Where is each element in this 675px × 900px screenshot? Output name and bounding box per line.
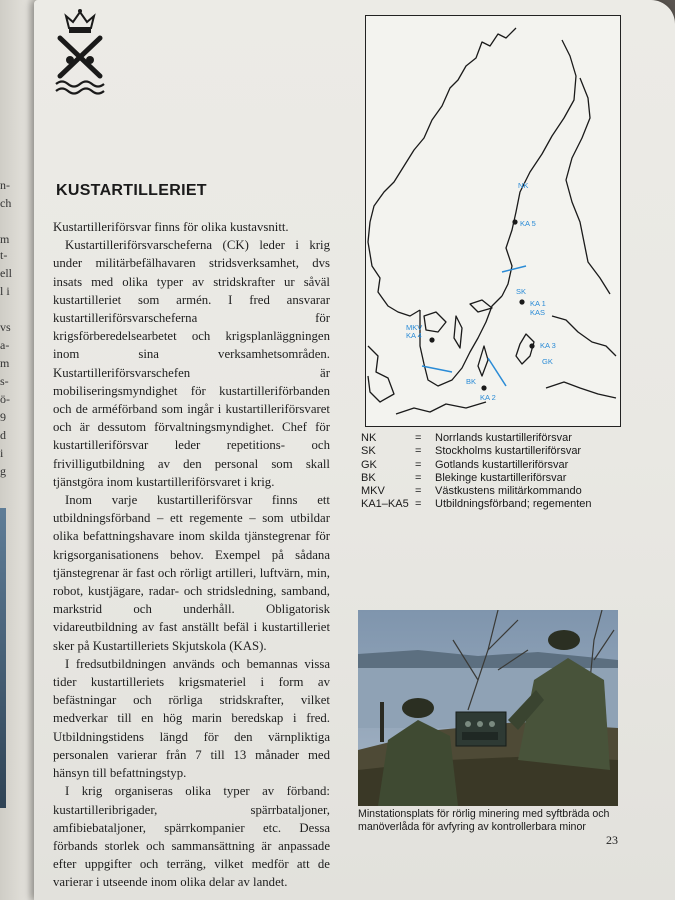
legend-code: NK — [361, 432, 377, 444]
map-label-ka1: KA 1 — [530, 299, 546, 308]
photo-caption: Minstationsplats för rörlig minering med syftbräda och manöverlåda för avfyring av kontrollerbara minor — [358, 808, 610, 833]
lake-vattern — [454, 316, 462, 348]
station-ka4 — [429, 337, 434, 342]
coastal-artillery-emblem-icon — [52, 8, 108, 100]
back-page-text: l i — [0, 284, 10, 298]
sweden-coastal-defence-map — [365, 15, 621, 427]
district-line — [488, 358, 506, 386]
legend-code: SK — [361, 445, 376, 458]
norway-coastline — [368, 28, 516, 316]
article-body — [53, 218, 330, 892]
back-page-text: t- — [0, 248, 8, 262]
district-line — [422, 366, 452, 372]
legend-description: Stockholms kustartilleriförsvar — [435, 445, 582, 458]
legend-description: Blekinge kustartilleriförsvar — [435, 471, 567, 484]
map-label-ka3: KA 3 — [540, 341, 556, 350]
back-page-text: d — [0, 428, 6, 442]
legend-equals: = — [415, 445, 422, 458]
article-title: KUSTARTILLERIET — [56, 182, 207, 199]
legend-code: MKV — [361, 485, 385, 498]
legend-equals: = — [415, 498, 422, 511]
back-page-text: s- — [0, 374, 9, 388]
legend-row — [361, 459, 631, 472]
back-page-text: 9 — [0, 410, 6, 424]
legend-description: Norrlands kustartilleriförsvar — [435, 432, 572, 444]
page-number: 23 — [606, 833, 618, 847]
map-legend — [361, 432, 631, 512]
article-paragraph: I krig organiseras olika typer av förband: kustartilleribrigader, spärrbataljoner, amfibiebataljoner, spärrkompanier etc. Dessa förbands storlek och sammansättning är anpassade efter uppgifter och terräng, vilket medför att de varierar i utseende inom olika delar av landet. — [53, 784, 330, 890]
bothnia-coastline — [502, 40, 576, 296]
map-label-sk: SK — [516, 287, 527, 296]
legend-row — [361, 432, 631, 445]
legend-description: Gotlands kustartilleriförsvar — [435, 458, 569, 471]
map-label-kas: KAS — [530, 308, 546, 317]
lake-vanern — [424, 312, 446, 332]
map-label-bk: BK — [466, 377, 477, 386]
legend-description: Utbildningsförband; regementen — [435, 498, 592, 511]
legend-code: GK — [361, 458, 377, 471]
legend-description: Västkustens militärkommando — [435, 485, 582, 498]
back-page-text: ch — [0, 196, 12, 210]
oland-outline — [478, 346, 488, 376]
back-page-text: a- — [0, 338, 10, 352]
station-sk-ka1 — [519, 299, 524, 304]
baltic-coastline — [546, 316, 616, 398]
map-label-ka2: KA 2 — [480, 393, 496, 402]
legend-row — [361, 498, 631, 511]
legend-code: KA1–KA5 — [361, 498, 409, 511]
station-bk-ka2 — [481, 385, 486, 390]
legend-equals: = — [415, 471, 422, 484]
legend-row — [361, 445, 631, 458]
station-ka3 — [529, 343, 534, 348]
denmark-outline — [368, 346, 394, 402]
article-paragraph: Inom varje kustartilleriförsvar finns ett utbildningsförband – ett regemente – som utbildar olika befattningshavare inom skilda tjänstegrenar för krigsorganisationens behov. Exempel på sådana tjänstegrenar är fast och rörligt artilleri, luftvärn, min, robot, kustjägare, radar- och stridsledning, samband, markstrid och underhåll. Obligatorisk vidareutbildning av fast anställt befäl i kustartilleriet sker på Kustartilleriets Skjutskola (KAS). — [53, 493, 330, 653]
gotland-outline — [516, 334, 534, 364]
map-label-mkv: MKV — [406, 323, 423, 332]
map-label-ka5: KA 5 — [520, 219, 536, 228]
station-ka5 — [512, 219, 517, 224]
legend-code: BK — [361, 471, 376, 484]
germany-coastline — [396, 402, 486, 414]
legend-equals: = — [415, 458, 422, 471]
map-label-gk: GK — [542, 357, 553, 366]
legend-row — [361, 485, 631, 498]
back-page-text: m — [0, 232, 10, 246]
legend-equals: = — [415, 485, 422, 498]
article-paragraph: Kustartilleriförsvar finns för olika kustavsnitt. — [53, 220, 289, 234]
legend-row — [361, 472, 631, 485]
back-page-text: g — [0, 464, 6, 478]
map-label-nk: NK — [518, 181, 529, 190]
back-page-text: vs — [0, 320, 11, 334]
back-page-photo-edge — [0, 508, 6, 808]
back-page-text: ö- — [0, 392, 10, 406]
back-page-text: m — [0, 356, 10, 370]
lake-malaren — [470, 300, 492, 312]
map-label-ka4: KA 4 — [406, 331, 422, 340]
mine-station-photo — [358, 610, 618, 806]
finland-coastline — [566, 78, 610, 294]
back-page-text: ell — [0, 266, 12, 280]
district-line — [502, 266, 526, 272]
back-page-text: i — [0, 446, 4, 460]
article-paragraph: Kustartilleriförsvarscheferna (CK) leder i krig under militärbefälhavaren stridsverksamhet, dvs insats med olika typer av stridskrafter ur såväl kustartilleriet som armén. I fred ansvarar kustartilleriförsvarscheferna för krigsförberedelsearbetet och krigsplanläggningen inom sina verksamhetsområden. Kustartilleriförsvarschefen är mobiliseringsmyndighet för kustartilleriförbanden och de arméförband som ingår i kustartilleriförsvaret och är dessutom förvaltningsmyndighet. Chef för kustartilleriförsvar leder repetitions- och frivilligutbildning av den personal som skall tjänstgöra inom kustartilleriförsvaret i krig. — [53, 238, 330, 489]
article-paragraph: I fredsutbildningen används och bemannas vissa tider kustartilleriets krigsmateriel i form av befästningar och rörliga stridskrafter, vilket medverkar till en hög marin beredskap i fred. Utbildningstidens längd för den värnpliktiga personalen varierar från 7 till 13 månader med hänsyn till befattningstyp. — [53, 656, 330, 781]
legend-equals: = — [415, 432, 422, 444]
back-page-text: n- — [0, 178, 10, 192]
